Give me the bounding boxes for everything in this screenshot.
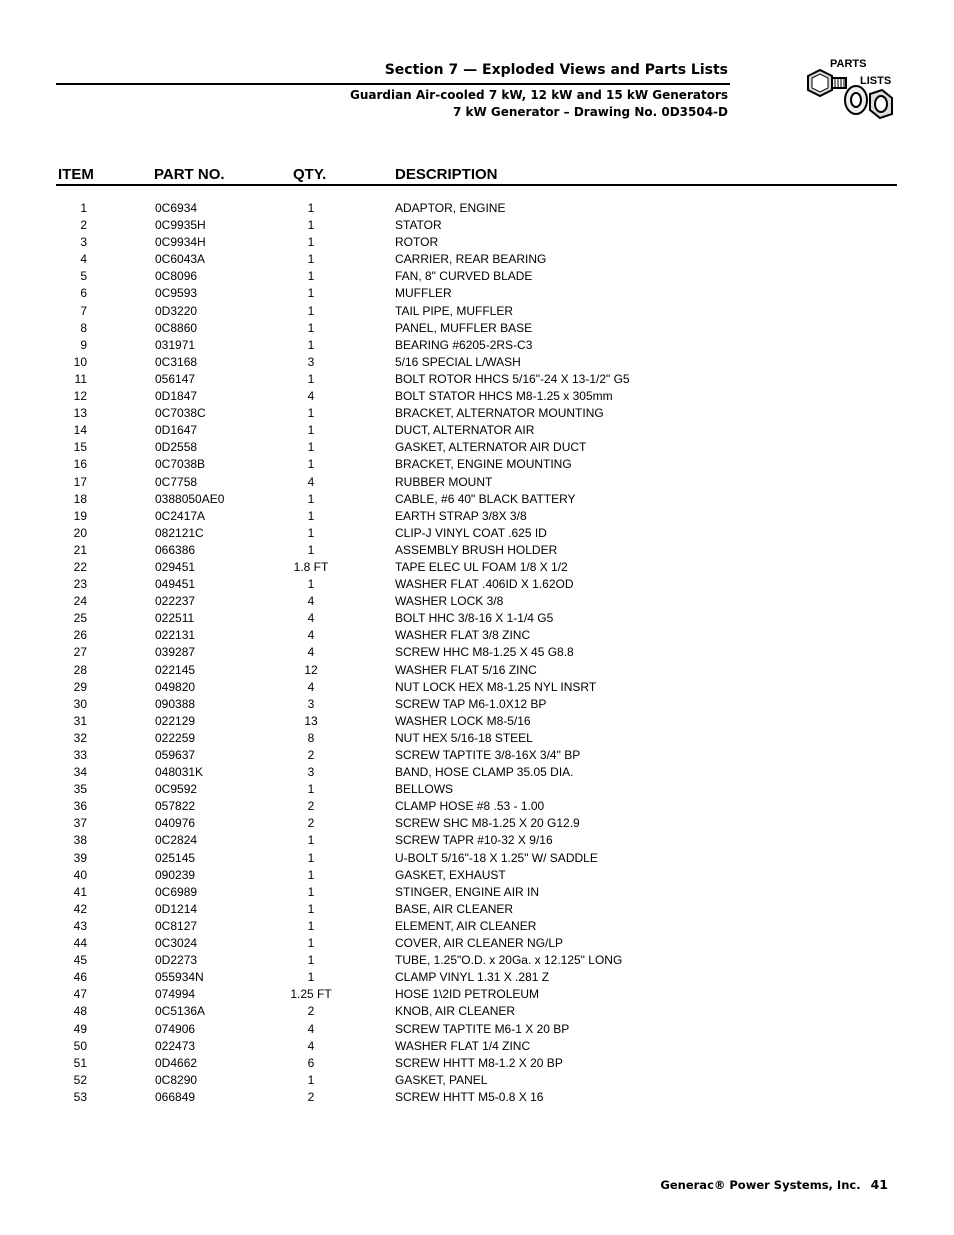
description: NUT LOCK HEX M8-1.25 NYL INSRT (395, 679, 597, 694)
description: HOSE 1\2ID PETROLEUM (395, 987, 540, 1002)
quantity: 3 (307, 354, 315, 369)
description: RUBBER MOUNT (395, 474, 493, 489)
item-number: 30 (73, 696, 87, 711)
quantity: 1 (307, 235, 315, 250)
table-row (0, 1089, 954, 1106)
table-row (0, 952, 954, 969)
quantity: 1 (307, 867, 315, 882)
quantity: 1 (307, 371, 315, 386)
part-number: 022511 (155, 611, 195, 626)
table-row (0, 1003, 954, 1020)
table-row (0, 422, 954, 439)
quantity: 6 (307, 1055, 315, 1070)
quantity: 1 (307, 782, 315, 797)
quantity: 1 (307, 542, 315, 557)
table-row (0, 388, 954, 405)
part-number: 0C8096 (155, 269, 198, 284)
item-number: 43 (73, 918, 87, 933)
column-header-part-no: PART NO. (154, 166, 225, 183)
description: PANEL, MUFFLER BASE (395, 320, 533, 335)
item-number: 12 (73, 389, 87, 404)
description: EARTH STRAP 3/8X 3/8 (395, 508, 527, 523)
table-row (0, 542, 954, 559)
description: STINGER, ENGINE AIR IN (395, 884, 540, 899)
part-number: 0D1647 (155, 423, 198, 438)
part-number: 090239 (155, 867, 196, 882)
table-row (0, 1021, 954, 1038)
part-number: 0388050AE0 (155, 491, 225, 506)
part-number: 022259 (155, 730, 196, 745)
item-number: 37 (73, 816, 87, 831)
description: CABLE, #6 40" BLACK BATTERY (395, 491, 576, 506)
quantity: 2 (307, 816, 315, 831)
table-row (0, 559, 954, 576)
description: SCREW HHTT M8-1.2 X 20 BP (395, 1055, 563, 1070)
item-number: 53 (73, 1089, 87, 1104)
quantity: 12 (304, 662, 318, 677)
table-row (0, 747, 954, 764)
table-row (0, 1055, 954, 1072)
quantity: 1 (307, 525, 315, 540)
item-number: 5 (80, 269, 87, 284)
part-number: 048031K (155, 765, 204, 780)
item-number: 25 (73, 611, 87, 626)
quantity: 1 (307, 320, 315, 335)
description: CLAMP VINYL 1.31 X .281 Z (395, 970, 550, 985)
item-number: 24 (73, 594, 87, 609)
table-header-rule (56, 184, 897, 186)
item-number: 21 (73, 542, 87, 557)
quantity: 2 (307, 1004, 315, 1019)
description: GASKET, EXHAUST (395, 867, 506, 882)
part-number: 0C9593 (155, 286, 198, 301)
item-number: 11 (74, 371, 87, 386)
description: FAN, 8" CURVED BLADE (395, 269, 533, 284)
item-number: 36 (73, 799, 87, 814)
quantity: 1 (307, 286, 315, 301)
part-number: 049451 (155, 577, 196, 592)
part-number: 0C9592 (155, 782, 198, 797)
item-number: 3 (80, 235, 87, 250)
item-number: 14 (73, 423, 87, 438)
part-number: 022237 (155, 594, 196, 609)
column-header-qty: QTY. (293, 166, 327, 183)
part-number: 022131 (155, 628, 196, 643)
item-number: 51 (73, 1055, 87, 1070)
part-number: 031971 (155, 337, 196, 352)
quantity: 1 (307, 303, 315, 318)
part-number: 055934N (155, 970, 204, 985)
part-number: 022145 (155, 662, 196, 677)
quantity: 2 (307, 799, 315, 814)
quantity: 1 (307, 201, 315, 215)
quantity: 1 (307, 337, 315, 352)
item-number: 44 (73, 936, 87, 951)
quantity: 1 (307, 850, 315, 865)
description: BOLT HHC 3/8-16 X 1-1/4 G5 (395, 611, 554, 626)
quantity: 3 (307, 696, 315, 711)
table-row (0, 832, 954, 849)
description: CLAMP HOSE #8 .53 - 1.00 (395, 799, 545, 814)
quantity: 13 (304, 713, 318, 728)
part-number: 082121C (155, 525, 204, 540)
part-number: 090388 (155, 696, 196, 711)
part-number: 049820 (155, 679, 196, 694)
part-number: 025145 (155, 850, 196, 865)
quantity: 4 (307, 628, 315, 643)
item-number: 9 (80, 337, 87, 352)
column-header-description: DESCRIPTION (395, 166, 498, 183)
part-number: 0C8127 (155, 918, 198, 933)
quantity: 2 (307, 1089, 315, 1104)
item-number: 45 (73, 953, 87, 968)
table-row (0, 867, 954, 884)
item-number: 16 (73, 457, 87, 472)
table-row (0, 474, 954, 491)
item-number: 8 (80, 320, 87, 335)
part-number: 022473 (155, 1038, 196, 1053)
item-number: 46 (73, 970, 87, 985)
table-row (0, 986, 954, 1003)
quantity: 1 (307, 1072, 315, 1087)
description: SCREW TAPTITE 3/8-16X 3/4" BP (395, 748, 581, 762)
description: WASHER LOCK 3/8 (395, 594, 504, 609)
table-row (0, 918, 954, 935)
column-header-item: ITEM (58, 166, 94, 183)
parts-table (0, 200, 954, 1106)
description: COVER, AIR CLEANER NG/LP (395, 936, 564, 951)
table-row (0, 610, 954, 627)
table-row (0, 935, 954, 952)
table-row (0, 234, 954, 251)
description: KNOB, AIR CLEANER (395, 1004, 516, 1019)
part-number: 0C6043A (155, 252, 206, 267)
table-row (0, 217, 954, 234)
description: WASHER FLAT 3/8 ZINC (395, 628, 531, 643)
item-number: 41 (73, 884, 87, 899)
description: WASHER FLAT .406ID X 1.62OD (395, 577, 574, 592)
description: BAND, HOSE CLAMP 35.05 DIA. (395, 765, 574, 780)
description: SCREW TAP M6-1.0X12 BP (395, 696, 547, 711)
quantity: 4 (307, 645, 315, 660)
table-row (0, 850, 954, 867)
header-rule (56, 83, 730, 85)
description: SCREW HHC M8-1.25 X 45 G8.8 (395, 645, 574, 660)
item-number: 7 (80, 303, 87, 318)
table-row (0, 268, 954, 285)
description: MUFFLER (395, 286, 452, 301)
part-number: 0C6934 (155, 201, 198, 215)
item-number: 49 (73, 1021, 87, 1036)
drawing-subtitle: 7 kW Generator – Drawing No. 0D3504-D (452, 105, 728, 119)
quantity: 1 (307, 884, 315, 899)
section-title: Section 7 — Exploded Views and Parts Lists (384, 62, 728, 78)
item-number: 28 (73, 662, 87, 677)
quantity: 1.25 FT (290, 987, 332, 1002)
quantity: 4 (307, 679, 315, 694)
part-number: 0C3168 (155, 354, 198, 369)
part-number: 066386 (155, 542, 196, 557)
quantity: 1 (307, 457, 315, 472)
item-number: 40 (73, 867, 87, 882)
part-number: 039287 (155, 645, 196, 660)
table-row (0, 1038, 954, 1055)
item-number: 19 (73, 508, 87, 523)
item-number: 15 (73, 440, 87, 455)
part-number: 0C7038B (155, 457, 206, 472)
description: TAPE ELEC UL FOAM 1/8 X 1/2 (395, 559, 568, 574)
quantity: 4 (307, 1038, 315, 1053)
description: 5/16 SPECIAL L/WASH (395, 354, 521, 369)
item-number: 47 (73, 987, 87, 1002)
part-number: 059637 (155, 748, 196, 762)
quantity: 1 (307, 508, 315, 523)
table-row (0, 798, 954, 815)
table-row (0, 781, 954, 798)
part-number: 0C7758 (155, 474, 198, 489)
part-number: 0D3220 (155, 303, 198, 318)
table-row (0, 320, 954, 337)
quantity: 4 (307, 389, 315, 404)
quantity: 8 (307, 730, 315, 745)
table-row (0, 576, 954, 593)
table-row (0, 884, 954, 901)
part-number: 0C6989 (155, 884, 198, 899)
description: STATOR (395, 218, 442, 233)
description: GASKET, ALTERNATOR AIR DUCT (395, 440, 587, 455)
description: ROTOR (395, 235, 439, 250)
item-number: 48 (73, 1004, 87, 1019)
item-number: 50 (73, 1038, 87, 1053)
part-number: 056147 (155, 371, 196, 386)
item-number: 27 (73, 645, 87, 660)
table-row (0, 303, 954, 320)
quantity: 1 (307, 936, 315, 951)
table-row (0, 969, 954, 986)
part-number: 066849 (155, 1089, 196, 1104)
description: BOLT ROTOR HHCS 5/16"-24 X 13-1/2" G5 (395, 371, 630, 386)
table-row (0, 901, 954, 918)
quantity: 1 (307, 577, 315, 592)
quantity: 1 (307, 953, 315, 968)
quantity: 1 (307, 423, 315, 438)
table-row (0, 1072, 954, 1089)
description: SCREW SHC M8-1.25 X 20 G12.9 (395, 816, 580, 831)
description: BOLT STATOR HHCS M8-1.25 x 305mm (395, 389, 613, 404)
description: ASSEMBLY BRUSH HOLDER (395, 542, 558, 557)
item-number: 39 (73, 850, 87, 865)
item-number: 33 (73, 748, 87, 762)
table-row (0, 764, 954, 781)
table-row (0, 251, 954, 268)
part-number: 0D2558 (155, 440, 198, 455)
logo-text-lists: LISTS (860, 75, 892, 87)
part-number: 0C9935H (155, 218, 206, 233)
table-row (0, 285, 954, 302)
description: BASE, AIR CLEANER (395, 901, 514, 916)
description: WASHER FLAT 1/4 ZINC (395, 1038, 531, 1053)
description: TAIL PIPE, MUFFLER (395, 303, 514, 318)
description: U-BOLT 5/16"-18 X 1.25" W/ SADDLE (395, 850, 598, 865)
item-number: 26 (73, 628, 87, 643)
part-number: 0C5136A (155, 1004, 206, 1019)
table-row (0, 662, 954, 679)
item-number: 2 (80, 218, 87, 233)
description: TUBE, 1.25"O.D. x 20Ga. x 12.125" LONG (395, 953, 623, 968)
table-row (0, 730, 954, 747)
quantity: 1 (307, 491, 315, 506)
part-number: 0D1214 (155, 901, 198, 916)
footer-company: Generac® Power Systems, Inc. (660, 1178, 861, 1192)
description: SCREW TAPTITE M6-1 X 20 BP (395, 1021, 570, 1036)
quantity: 1 (307, 406, 315, 421)
quantity: 1 (307, 269, 315, 284)
part-number: 029451 (155, 559, 196, 574)
table-row (0, 815, 954, 832)
quantity: 2 (307, 748, 315, 762)
item-number: 10 (73, 354, 87, 369)
description: GASKET, PANEL (395, 1072, 488, 1087)
table-row (0, 371, 954, 388)
description: WASHER LOCK M8-5/16 (395, 713, 531, 728)
part-number: 0C7038C (155, 406, 206, 421)
item-number: 34 (73, 765, 87, 780)
part-number: 0C9934H (155, 235, 206, 250)
table-row (0, 405, 954, 422)
parts-lists-logo (800, 52, 900, 132)
quantity: 1 (307, 918, 315, 933)
description: ELEMENT, AIR CLEANER (395, 918, 537, 933)
description: BRACKET, ALTERNATOR MOUNTING (395, 406, 604, 421)
table-row (0, 456, 954, 473)
part-number: 074994 (155, 987, 196, 1002)
item-number: 35 (73, 782, 87, 797)
quantity: 4 (307, 474, 315, 489)
table-row (0, 439, 954, 456)
description: NUT HEX 5/16-18 STEEL (395, 730, 533, 745)
description: BEARING #6205-2RS-C3 (395, 337, 533, 352)
table-row (0, 696, 954, 713)
table-row (0, 354, 954, 371)
quantity: 1 (307, 218, 315, 233)
logo-text-parts: PARTS (830, 58, 867, 70)
item-number: 32 (73, 730, 87, 745)
item-number: 6 (80, 286, 87, 301)
table-row (0, 679, 954, 696)
part-number: 040976 (155, 816, 196, 831)
description: SCREW HHTT M5-0.8 X 16 (395, 1089, 544, 1104)
table-row (0, 508, 954, 525)
item-number: 1 (80, 201, 87, 215)
description: WASHER FLAT 5/16 ZINC (395, 662, 537, 677)
description: CLIP-J VINYL COAT .625 ID (395, 525, 547, 540)
page-number: 41 (870, 1177, 888, 1192)
quantity: 4 (307, 594, 315, 609)
page-footer (500, 1177, 888, 1192)
quantity: 1 (307, 901, 315, 916)
quantity: 1 (307, 252, 315, 267)
table-row (0, 713, 954, 730)
part-number: 022129 (155, 713, 196, 728)
part-number: 0C2417A (155, 508, 206, 523)
quantity: 4 (307, 611, 315, 626)
item-number: 13 (73, 406, 87, 421)
part-number: 0C3024 (155, 936, 198, 951)
table-row (0, 200, 954, 217)
part-number: 057822 (155, 799, 196, 814)
item-number: 17 (73, 474, 87, 489)
table-row (0, 337, 954, 354)
document-subtitle: Guardian Air-cooled 7 kW, 12 kW and 15 kW Generators (349, 88, 728, 102)
item-number: 4 (80, 252, 87, 267)
table-row (0, 593, 954, 610)
quantity: 1.8 FT (293, 559, 329, 574)
description: BELLOWS (395, 782, 454, 797)
item-number: 29 (73, 679, 87, 694)
description: BRACKET, ENGINE MOUNTING (395, 457, 572, 472)
part-number: 0D4662 (155, 1055, 198, 1070)
table-row (0, 525, 954, 542)
part-number: 0C8860 (155, 320, 198, 335)
table-row (0, 627, 954, 644)
description: SCREW TAPR #10-32 X 9/16 (395, 833, 553, 848)
quantity: 1 (307, 970, 315, 985)
description: DUCT, ALTERNATOR AIR (395, 423, 535, 438)
item-number: 20 (73, 525, 87, 540)
table-row (0, 491, 954, 508)
item-number: 23 (73, 577, 87, 592)
part-number: 0D2273 (155, 953, 198, 968)
part-number: 074906 (155, 1021, 196, 1036)
item-number: 18 (73, 491, 87, 506)
item-number: 52 (73, 1072, 87, 1087)
part-number: 0D1847 (155, 389, 198, 404)
item-number: 38 (73, 833, 87, 848)
item-number: 42 (73, 901, 87, 916)
part-number: 0C2824 (155, 833, 198, 848)
item-number: 22 (73, 559, 87, 574)
quantity: 1 (307, 440, 315, 455)
quantity: 3 (307, 765, 315, 780)
part-number: 0C8290 (155, 1072, 198, 1087)
quantity: 1 (307, 833, 315, 848)
quantity: 4 (307, 1021, 315, 1036)
description: CARRIER, REAR BEARING (395, 252, 547, 267)
table-row (0, 644, 954, 661)
description: ADAPTOR, ENGINE (395, 201, 506, 215)
item-number: 31 (73, 713, 87, 728)
